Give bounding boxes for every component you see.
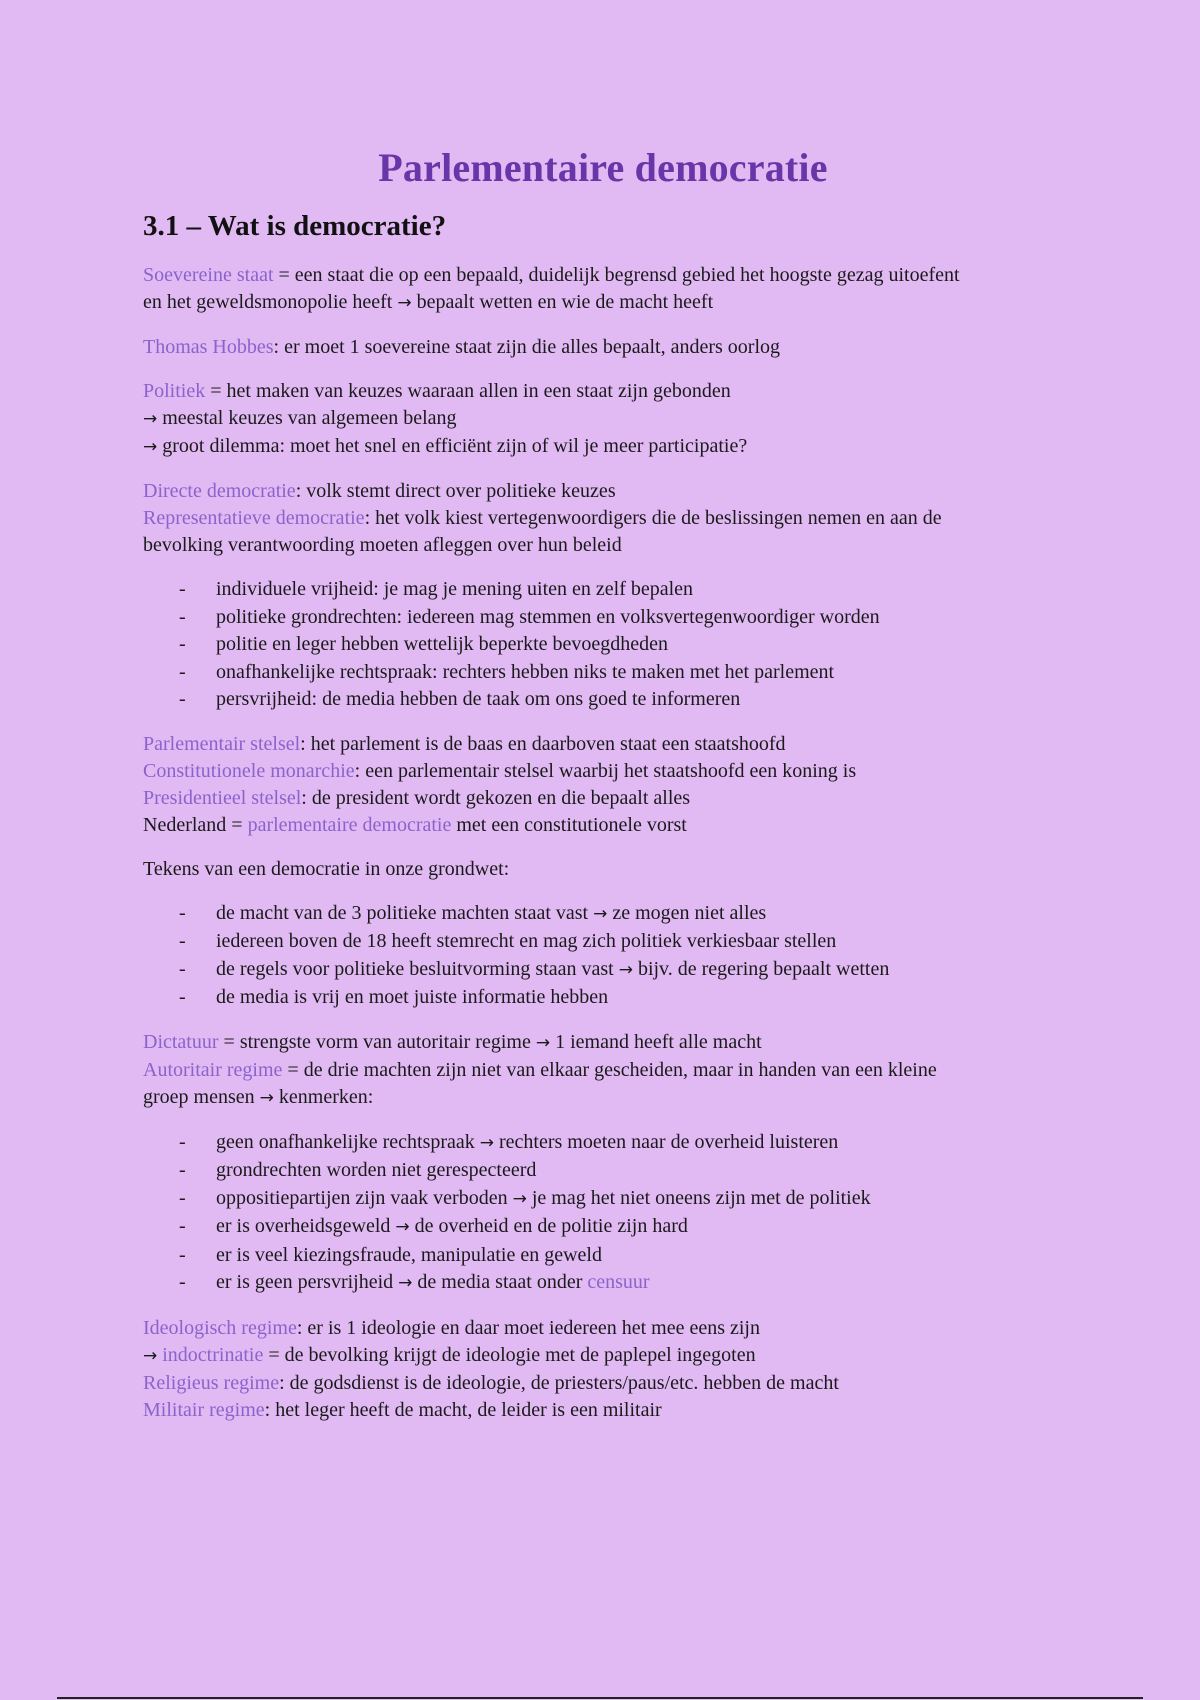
dash-bullet: - bbox=[179, 605, 186, 628]
dash-bullet: - bbox=[179, 930, 186, 952]
arrow-icon: → bbox=[618, 959, 633, 980]
list-democratie-kenmerken bbox=[143, 576, 1063, 714]
para-democratie-types: Directe democratie: volk stemt direct over politieke keuzes Representatieve democratie: het volk kiest vertegenwoordigers die de beslissingen nemen en aan de bevolking verantwoording moeten afleggen over hun beleid bbox=[143, 480, 942, 556]
para-regimes: Ideologisch regime: er is 1 ideologie en daar moet iedereen het mee eens zijn → indoctrinatie = de bevolking krijgt de ideologie met de paplepel ingegoten Religieus regime: de godsdienst is de ideologie, de priesters/paus/etc. hebben de macht Militair regime: het leger heeft de macht, de leider is een militair bbox=[143, 1316, 839, 1421]
list-item: - er is geen persvrijheid → de media staat onder censuur bbox=[143, 1269, 1063, 1298]
dash-bullet: - bbox=[179, 901, 186, 924]
para-soevereine-staat: Soevereine staat = een staat die op een bepaald, duidelijk begrensd gebied het hoogste gezag uitoefent en het geweldsmonopolie heeft → bepaalt wetten en wie de macht heeft bbox=[143, 264, 960, 313]
arrow-icon: → bbox=[479, 1132, 495, 1153]
dash-bullet: - bbox=[179, 633, 186, 655]
list-item: - de regels voor politieke besluitvorming staan vast → bijv. de regering bepaalt wetten bbox=[143, 956, 1063, 985]
list-item: - individuele vrijheid: je mag je mening uiten en zelf bepalen bbox=[143, 576, 1063, 604]
dash-bullet: - bbox=[179, 688, 186, 710]
term-dictatuur: Dictatuur bbox=[143, 1030, 219, 1053]
list-item: - oppositiepartijen zijn vaak verboden → je mag het niet oneens zijn met de politiek bbox=[143, 1185, 1063, 1214]
list-item: - grondrechten worden niet gerespecteerd bbox=[143, 1157, 1063, 1185]
arrow-icon: → bbox=[397, 293, 412, 313]
term-militair-regime: Militair regime bbox=[143, 1398, 265, 1421]
term-directe-democratie: Directe democratie bbox=[143, 480, 296, 502]
arrow-icon: → bbox=[398, 1273, 413, 1293]
dash-bullet: - bbox=[179, 1186, 186, 1209]
list-item: - politie en leger hebben wettelijk beperkte bevoegdheden bbox=[143, 631, 1063, 659]
para-dictatuur: Dictatuur = strengste vorm van autoritair regime → 1 iemand heeft alle macht Autoritair regime = de drie machten zijn niet van elkaar gescheiden, maar in handen van een kleine groep mensen → kenmerken: bbox=[143, 1030, 937, 1108]
list-item: - er is overheidsgeweld → de overheid en de politie zijn hard bbox=[143, 1213, 1063, 1242]
term-autoritair-regime: Autoritair regime bbox=[143, 1058, 283, 1081]
dash-bullet: - bbox=[179, 986, 186, 1008]
page-title: Parlementaire democratie bbox=[378, 145, 828, 190]
arrow-icon: → bbox=[593, 903, 608, 924]
dash-bullet: - bbox=[179, 1159, 186, 1181]
term-ideologisch-regime: Ideologisch regime bbox=[143, 1316, 297, 1339]
arrow-icon: → bbox=[535, 1032, 551, 1053]
term-parlementaire-democratie: parlementaire democratie bbox=[247, 813, 452, 836]
list-item: - de media is vrij en moet juiste informatie hebben bbox=[143, 984, 1063, 1012]
arrow-icon: → bbox=[259, 1087, 274, 1108]
list-item: - politieke grondrechten: iedereen mag stemmen en volksvertegenwoordiger worden bbox=[143, 604, 1063, 632]
document-page bbox=[143, 142, 1063, 1441]
list-item: - onafhankelijke rechtspraak: rechters hebben niks te maken met het parlement bbox=[143, 659, 1063, 687]
dash-bullet: - bbox=[179, 1271, 186, 1293]
term-thomas-hobbes: Thomas Hobbes bbox=[143, 336, 274, 358]
para-thomas-hobbes: Thomas Hobbes: er moet 1 soevereine staat zijn die alles bepaalt, anders oorlog bbox=[143, 336, 781, 358]
arrow-icon: → bbox=[143, 1345, 158, 1366]
term-representatieve-democratie: Representatieve democratie bbox=[143, 507, 365, 529]
list-item: - geen onafhankelijke rechtspraak → rechters moeten naar de overheid luisteren bbox=[143, 1129, 1063, 1158]
dash-bullet: - bbox=[179, 957, 186, 980]
term-constitutionele-monarchie: Constitutionele monarchie bbox=[143, 759, 355, 782]
term-soevereine-staat: Soevereine staat bbox=[143, 264, 274, 286]
para-politiek: Politiek = het maken van keuzes waaraan allen in een staat zijn gebonden → meestal keuzes van algemeen belang → groot dilemma: moet het snel en efficiënt zijn of wil je meer participatie? bbox=[143, 380, 748, 457]
list-item: - de macht van de 3 politieke machten staat vast → ze mogen niet alles bbox=[143, 900, 1063, 929]
list-autoritair-kenmerken bbox=[143, 1129, 1063, 1298]
arrow-icon: → bbox=[143, 409, 158, 429]
dash-bullet: - bbox=[179, 578, 186, 600]
term-politiek: Politiek bbox=[143, 380, 206, 402]
list-item: - iedereen boven de 18 heeft stemrecht en mag zich politiek verkiesbaar stellen bbox=[143, 928, 1063, 956]
term-presidentieel-stelsel: Presidentieel stelsel bbox=[143, 786, 302, 809]
list-item: - er is veel kiezingsfraude, manipulatie en geweld bbox=[143, 1242, 1063, 1270]
term-religieus-regime: Religieus regime bbox=[143, 1371, 280, 1394]
term-parlementair-stelsel: Parlementair stelsel bbox=[143, 732, 301, 755]
dash-bullet: - bbox=[179, 1243, 186, 1266]
term-indoctrinatie: indoctrinatie bbox=[162, 1343, 264, 1366]
dash-bullet: - bbox=[179, 660, 186, 683]
section-heading: 3.1 – Wat is democratie? bbox=[143, 210, 447, 242]
term-censuur: censuur bbox=[587, 1271, 650, 1293]
footer-divider bbox=[57, 1697, 1143, 1699]
arrow-icon: → bbox=[395, 1217, 410, 1237]
list-tekens-grondwet bbox=[143, 900, 1063, 1012]
para-stelsels: Parlementair stelsel: het parlement is de baas en daarboven staat een staatshoofd Constitutionele monarchie: een parlementair stelsel waarbij het staatshoofd een koning is Presidentieel stelsel: de president wordt gekozen en die bepaalt alles Nederland = parlementaire democratie met een constitutionele vorst bbox=[143, 732, 857, 836]
para-tekens: Tekens van een democratie in onze grondwet: bbox=[143, 857, 510, 880]
dash-bullet: - bbox=[179, 1215, 186, 1237]
list-item: - persvrijheid: de media hebben de taak om ons goed te informeren bbox=[143, 686, 1063, 714]
arrow-icon: → bbox=[143, 437, 158, 457]
arrow-icon: → bbox=[512, 1188, 527, 1209]
dash-bullet: - bbox=[179, 1130, 186, 1153]
